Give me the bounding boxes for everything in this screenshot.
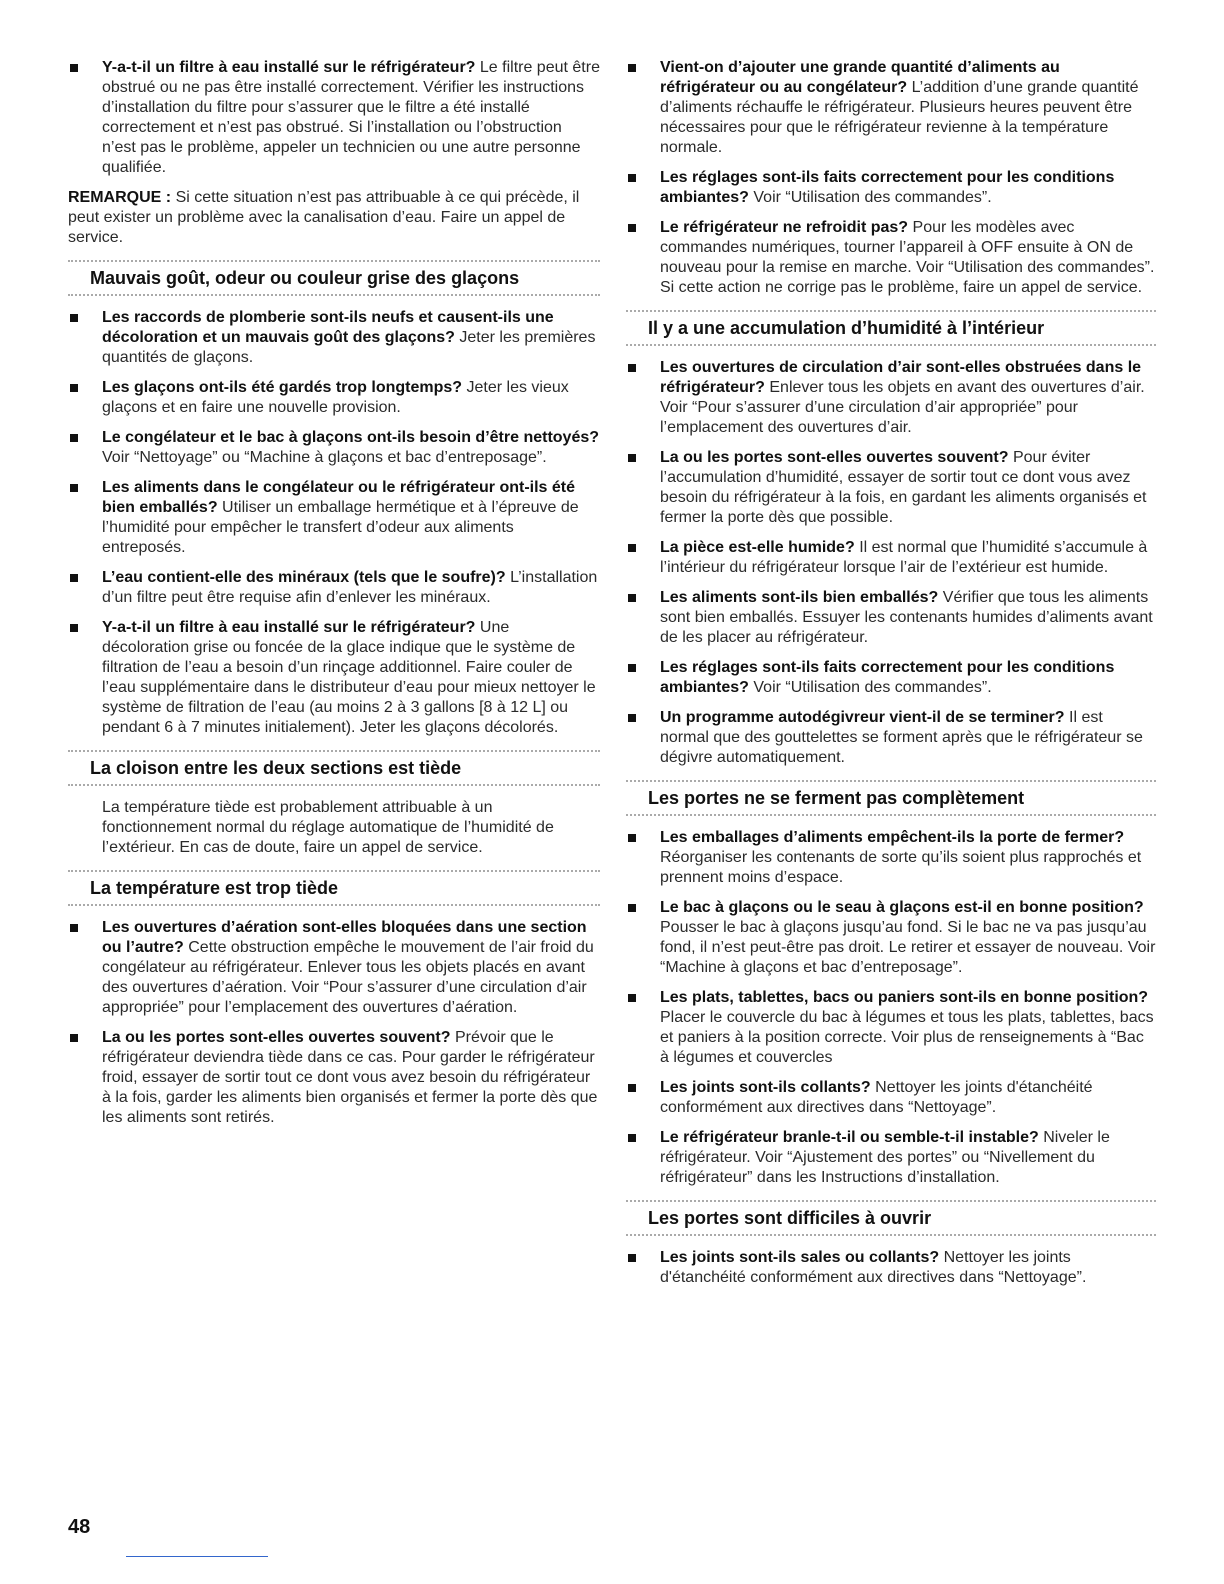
question: Le congélateur et le bac à glaçons ont-ils besoin d’être nettoyés? [102, 429, 600, 446]
list-item [626, 898, 1156, 978]
section-title: Les portes sont difficiles à ouvrir [626, 1200, 1156, 1236]
question: La pièce est-elle humide? [660, 539, 855, 556]
answer: Le filtre peut être obstrué ou ne pas être installé correctement. Vérifier les instructions d’installation du filtre pour s’assurer que le filtre a été installé correctement et n’est pas obstrué. Si l’installation ou l’obstruction n’est pas le problème, appeler un technicien ou une autre personne qualifiée. [102, 59, 600, 176]
answer: Il est normal que l’humidité s’accumule à l’intérieur du réfrigérateur lorsque l’air de l’extérieur est humide. [660, 539, 1148, 576]
question: Les plats, tablettes, bacs ou paniers sont-ils en bonne position? [660, 989, 1149, 1006]
question: Les raccords de plomberie sont-ils neufs et causent-ils une décoloration et un mauvais goût des glaçons? [102, 309, 554, 346]
answer: Voir “Nettoyage” ou “Machine à glaçons et bac d’entreposage”. [102, 449, 547, 466]
section-title: La cloison entre les deux sections est tiède [68, 750, 600, 786]
answer: Voir “Utilisation des commandes”. [753, 679, 992, 696]
intro-list [626, 58, 1156, 298]
intro-list [68, 58, 600, 178]
question: Le bac à glaçons ou le seau à glaçons est-il en bonne position? [660, 899, 1144, 916]
question: Les réglages sont-ils faits correctement pour les conditions ambiantes? [660, 169, 1115, 206]
answer: Il est normal que des gouttelettes se forment après que le réfrigérateur se dégivre automatiquement. [660, 709, 1143, 766]
list-item [626, 1078, 1156, 1118]
list-item [626, 538, 1156, 578]
answer: Pour les modèles avec commandes numériques, tourner l’appareil à OFF ensuite à ON de nouveau pour la remise en marche. Voir “Utilisation des commandes”. Si cette action ne corrige pas le problème, faire un appel de service. [660, 219, 1155, 296]
answer: Pour éviter l’accumulation d’humidité, essayer de sortir tout ce dont vous avez besoin du réfrigérateur à la fois, en gardant les aliments organisés et fermer la porte dès que possible. [660, 449, 1147, 526]
section-paragraph: La température tiède est probablement attribuable à un fonctionnement normal du réglage automatique de l’humidité de l’extérieur. En cas de doute, faire un appel de service. [102, 799, 554, 856]
question: Les ouvertures d’aération sont-elles bloquées dans une section ou l’autre? [102, 919, 587, 956]
question: Les emballages d’aliments empêchent-ils la porte de fermer? [660, 829, 1125, 846]
answer: Voir “Utilisation des commandes”. [753, 189, 992, 206]
answer: Nettoyer les joints d'étanchéité conformément aux directives dans “Nettoyage”. [660, 1079, 1093, 1116]
answer: Jeter les premières quantités de glaçons. [102, 329, 596, 366]
answer: Vérifier que tous les aliments sont bien emballés. Essuyer les contenants humides d’aliments avant de les placer au réfrigérateur. [660, 589, 1153, 646]
answer: Placer le couvercle du bac à légumes et tous les plats, tablettes, bacs et paniers à la position correcte. Voir plus de renseignements à “Bac à légumes et couvercles [660, 1009, 1154, 1066]
section-doors-not-closing [626, 780, 1156, 1188]
list-item [68, 308, 600, 368]
answer: L’addition d’une grande quantité d’aliments réchauffe le réfrigérateur. Plusieurs heures peuvent être nécessaires pour que le réfrigérateur revienne à la température normale. [660, 79, 1139, 156]
answer: Nettoyer les joints d'étanchéité conformément aux directives dans “Nettoyage”. [660, 1249, 1087, 1286]
section-title: La température est trop tiède [68, 870, 600, 906]
list-item [68, 378, 600, 418]
list-item [626, 1248, 1156, 1288]
section-partition-warm [68, 750, 600, 858]
footer-rule [126, 1556, 268, 1557]
section-list [68, 308, 600, 738]
answer: L’installation d’un filtre peut être requise afin d’enlever les minéraux. [102, 569, 598, 606]
list-item [68, 618, 600, 738]
answer: Enlever tous les objets en avant des ouvertures d’air. Voir “Pour s’assurer d’une circulation d’air appropriée” pour l’emplacement des ouvertures d’air. [660, 379, 1145, 436]
list-item [626, 168, 1156, 208]
list-item [626, 588, 1156, 648]
list-item [68, 478, 600, 558]
answer: Pousser le bac à glaçons jusqu’au fond. Si le bac ne va pas jusqu’au fond, il n’est peut-être pas droit. Le retirer et essayer de nouveau. Voir “Machine à glaçons et bac d’entreposage”. [660, 919, 1156, 976]
question: Les aliments dans le congélateur ou le réfrigérateur ont-ils été bien emballés? [102, 479, 576, 516]
section-doors-hard-to-open [626, 1200, 1156, 1288]
question: Les glaçons ont-ils été gardés trop longtemps? [102, 379, 463, 396]
question: Le réfrigérateur branle-t-il ou semble-t-il instable? [660, 1129, 1039, 1146]
list-item [68, 58, 600, 178]
list-item [626, 708, 1156, 768]
question: La ou les portes sont-elles ouvertes souvent? [102, 1029, 451, 1046]
list-item [626, 448, 1156, 528]
section-humidity [626, 310, 1156, 768]
page-number: 48 [68, 1516, 91, 1538]
section-list [68, 918, 600, 1128]
list-item [68, 1028, 600, 1128]
answer: Réorganiser les contenants de sorte qu’ils soient plus rapprochés et prennent moins d’espace. [660, 849, 1142, 886]
answer: Prévoir que le réfrigérateur deviendra tiède dans ce cas. Pour garder le réfrigérateur froid, essayer de sortir tout ce dont vous avez besoin du réfrigérateur à la fois, garder les aliments bien organisés et fermer la porte dès que les aliments sont retirés. [102, 1029, 598, 1126]
note-text: Si cette situation n’est pas attribuable à ce qui précède, il peut exister un problème avec la canalisation d’eau. Faire un appel de service. [68, 189, 580, 246]
question: Les ouvertures de circulation d’air sont-elles obstruées dans le réfrigérateur? [660, 359, 1142, 396]
question: Y-a-t-il un filtre à eau installé sur le réfrigérateur? [102, 59, 476, 76]
answer: Cette obstruction empêche le mouvement de l’air froid du congélateur au réfrigérateur. Enlever tous les objets placés en avant des ouvertures d’aération. Voir “Pour s’assurer d’une circulation d’air appropriée” pour l’emplacement des ouvertures d’aération. [102, 939, 594, 1016]
question: Les aliments sont-ils bien emballés? [660, 589, 939, 606]
question: Vient-on d’ajouter une grande quantité d’aliments au réfrigérateur ou au congélateur? [660, 59, 1060, 96]
section-list [626, 828, 1156, 1188]
list-item [626, 658, 1156, 698]
list-item [68, 428, 600, 468]
section-bad-taste [68, 260, 600, 738]
answer: Niveler le réfrigérateur. Voir “Ajustement des portes” ou “Nivellement du réfrigérateur” dans les Instructions d’installation. [660, 1129, 1110, 1186]
answer: Jeter les vieux glaçons et en faire une nouvelle provision. [102, 379, 569, 416]
list-item [626, 1128, 1156, 1188]
list-item [626, 988, 1156, 1068]
answer: Une décoloration grise ou foncée de la glace indique que le système de filtration de l’eau a besoin d’un rinçage additionnel. Faire couler de l’eau supplémentaire dans le distributeur d’eau pour mieux nettoyer le système de filtration de l’eau (au moins 2 à 3 gallons [8 à 12 L] ou pendant 6 à 7 minutes initialement). Jeter les glaçons décolorés. [102, 619, 596, 736]
question: Un programme autodégivreur vient-il de se terminer? [660, 709, 1065, 726]
section-title: Il y a une accumulation d’humidité à l’intérieur [626, 310, 1156, 346]
list-item [626, 218, 1156, 298]
section-title: Les portes ne se ferment pas complètement [626, 780, 1156, 816]
question: Les joints sont-ils collants? [660, 1079, 871, 1096]
section-list [626, 1248, 1156, 1288]
note [68, 188, 600, 248]
list-item [626, 58, 1156, 158]
list-item [68, 568, 600, 608]
list-item [626, 358, 1156, 438]
question: La ou les portes sont-elles ouvertes souvent? [660, 449, 1009, 466]
question: L’eau contient-elle des minéraux (tels que le soufre)? [102, 569, 506, 586]
note-label: REMARQUE : [68, 189, 172, 206]
question: Le réfrigérateur ne refroidit pas? [660, 219, 909, 236]
section-list [626, 358, 1156, 768]
question: Y-a-t-il un filtre à eau installé sur le réfrigérateur? [102, 619, 476, 636]
answer: Utiliser un emballage hermétique et à l’épreuve de l’humidité pour empêcher le transfert d’odeur aux aliments entreposés. [102, 499, 579, 556]
right-column [626, 58, 1156, 1298]
list-item [68, 918, 600, 1018]
list-item [626, 828, 1156, 888]
question: Les réglages sont-ils faits correctement pour les conditions ambiantes? [660, 659, 1115, 696]
section-temperature-warm [68, 870, 600, 1128]
section-title: Mauvais goût, odeur ou couleur grise des glaçons [68, 260, 600, 296]
question: Les joints sont-ils sales ou collants? [660, 1249, 940, 1266]
left-column [68, 58, 600, 1138]
